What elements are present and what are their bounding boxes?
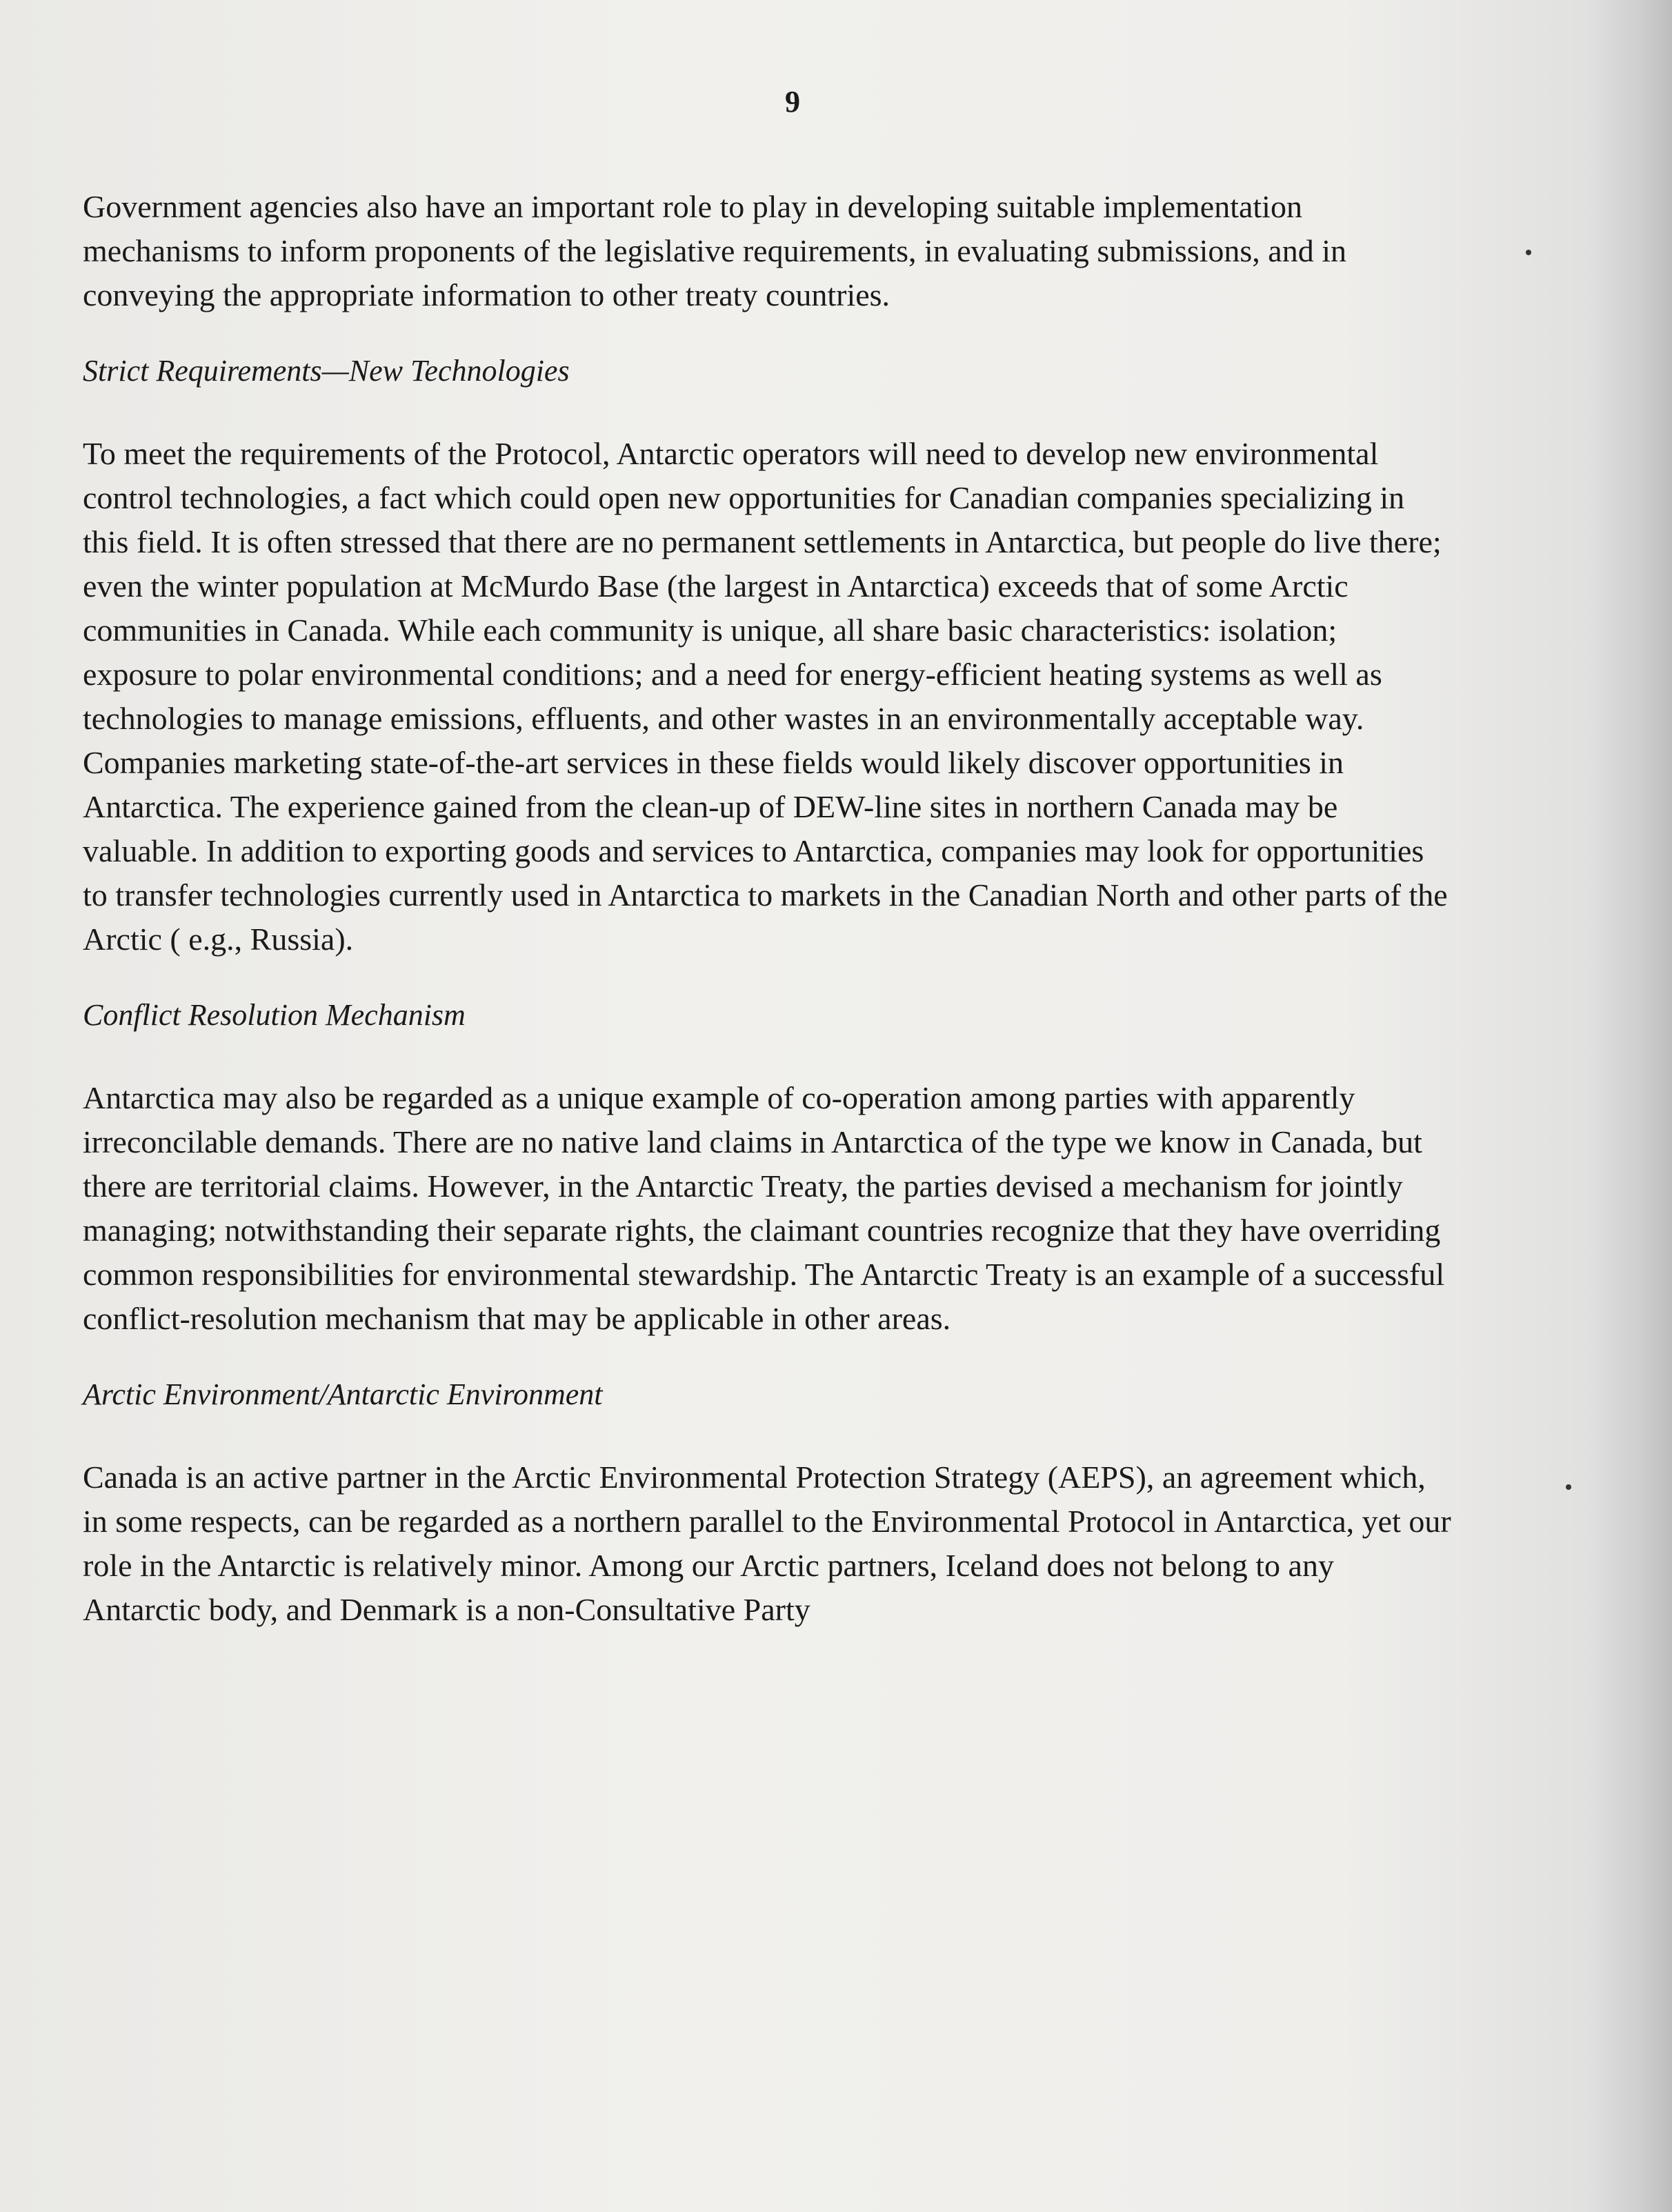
speck-mark	[1526, 250, 1531, 255]
paragraph-cooperation: Antarctica may also be regarded as a unique example of co-operation among parties with apparently irreconcilable demands. There are no native land claims in Antarctica of the type we know in Canada, but there are territorial claims. However, in the Antarctic Treaty, the parties devised a mechanism for jointly managing; notwithstanding their separate rights, the claimant countries recognize that they have overriding common responsibilities for environmental stewardship. The Antarctic Treaty is an example of a successful conflict-resolution mechanism that may be applicable in other areas.	[83, 1080, 1445, 1336]
page-number: 9	[785, 85, 800, 119]
speck-mark	[1566, 1484, 1571, 1490]
heading-strict-requirements: Strict Requirements—New Technologies	[83, 354, 570, 388]
paragraph-government-agencies: Government agencies also have an important role to play in developing suitable implementation mechanisms to inform proponents of the legislative requirements, in evaluating submissions, and in conveying the appropriate information to other treaty countries.	[83, 189, 1347, 312]
heading-arctic-antarctic: Arctic Environment/Antarctic Environment	[83, 1377, 603, 1411]
paragraph-aeps: Canada is an active partner in the Arctic Environmental Protection Strategy (AEPS), an agreement which, in some respects, can be regarded as a northern parallel to the Environmental Protocol in Antarctica, yet our role in the Antarctic is relatively minor. Among our Arctic partners, Iceland does not belong to any Antarctic body, and Denmark is a non-Consultative Party	[83, 1459, 1451, 1627]
page-edge-shadow	[1589, 0, 1672, 2212]
paragraph-protocol-requirements: To meet the requirements of the Protocol, Antarctic operators will need to develop new environmental control technologies, a fact which could open new opportunities for Canadian companies specializing in this field. It is often stressed that there are no permanent settlements in Antarctica, but people do live there; even the winter population at McMurdo Base (the largest in Antarctica) exceeds that of some Arctic communities in Canada. While each community is unique, all share basic characteristics: isolation; exposure to polar environmental conditions; and a need for energy-efficient heating systems as well as technologies to manage emissions, effluents, and other wastes in an environmentally acceptable way. Companies marketing state-of-the-art services in these fields would likely discover opportunities in Antarctica. The experience gained from the clean-up of DEW-line sites in northern Canada may be valuable. In addition to exporting goods and services to Antarctica, companies may look for opportunities to transfer technologies currently used in Antarctica to markets in the Canadian North and other parts of the Arctic ( e.g., Russia).	[83, 436, 1448, 957]
document-body	[83, 185, 1455, 1632]
heading-conflict-resolution: Conflict Resolution Mechanism	[83, 998, 466, 1032]
